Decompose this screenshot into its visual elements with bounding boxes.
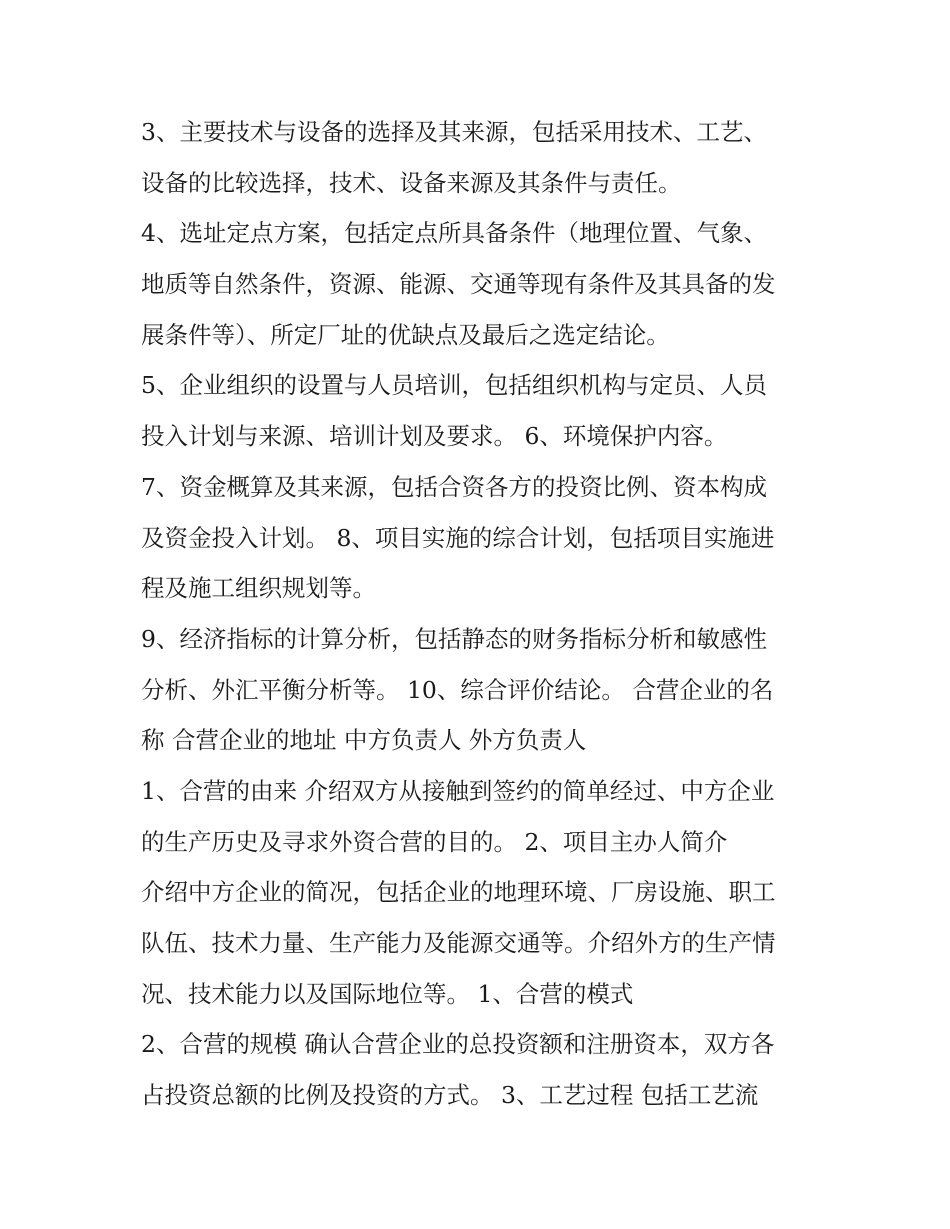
text-line: 分析、外汇平衡分析等。 10、综合评价结论。 合营企业的名	[141, 675, 774, 704]
text-line: 况、技术能力以及国际地位等。 1、合营的模式	[141, 979, 634, 1008]
text-line: 介绍中方企业的简况，包括企业的地理环境、厂房设施、职工	[141, 878, 776, 907]
text-line: 9、经济指标的计算分析，包括静态的财务指标分析和敏感性	[141, 624, 767, 653]
text-line: 投入计划与来源、培训计划及要求。 6、环境保护内容。	[141, 422, 728, 451]
text-line: 4、选址定点方案，包括定点所具备条件（地理位置、气象、	[141, 219, 767, 248]
text-line: 2、合营的规模 确认合营企业的总投资额和注册资本，双方各	[141, 1030, 775, 1059]
text-line: 队伍、技术力量、生产能力及能源交通等。介绍外方的生产情	[141, 929, 776, 957]
text-line: 地质等自然条件，资源、能源、交通等现有条件及其具备的发	[141, 270, 776, 299]
text-line: 3、主要技术与设备的选择及其来源，包括采用技术、工艺、	[141, 118, 767, 146]
text-line: 称 合营企业的地址 中方负责人 外方负责人	[141, 726, 587, 755]
text-line: 1、合营的由来 介绍双方从接触到签约的简单经过、中方企业	[141, 776, 775, 805]
text-line: 展条件等）、所定厂址的优缺点及最后之选定结论。	[141, 320, 670, 349]
text-line: 占投资总额的比例及投资的方式。 3、工艺过程 包括工艺流	[141, 1081, 759, 1110]
text-line: 设备的比较选择，技术、设备来源及其条件与责任。	[141, 168, 682, 197]
text-line: 5、企业组织的设置与人员培训，包括组织机构与定员、人员	[141, 371, 767, 400]
text-line: 7、资金概算及其来源，包括合资各方的投资比例、资本构成	[141, 472, 767, 501]
text-line: 的生产历史及寻求外资合营的目的。 2、项目主办人简介	[141, 827, 728, 856]
body-text	[141, 107, 831, 1121]
text-line: 及资金投入计划。 8、项目实施的综合计划，包括项目实施进	[141, 523, 775, 552]
text-line: 程及施工组织规划等。	[141, 574, 376, 603]
